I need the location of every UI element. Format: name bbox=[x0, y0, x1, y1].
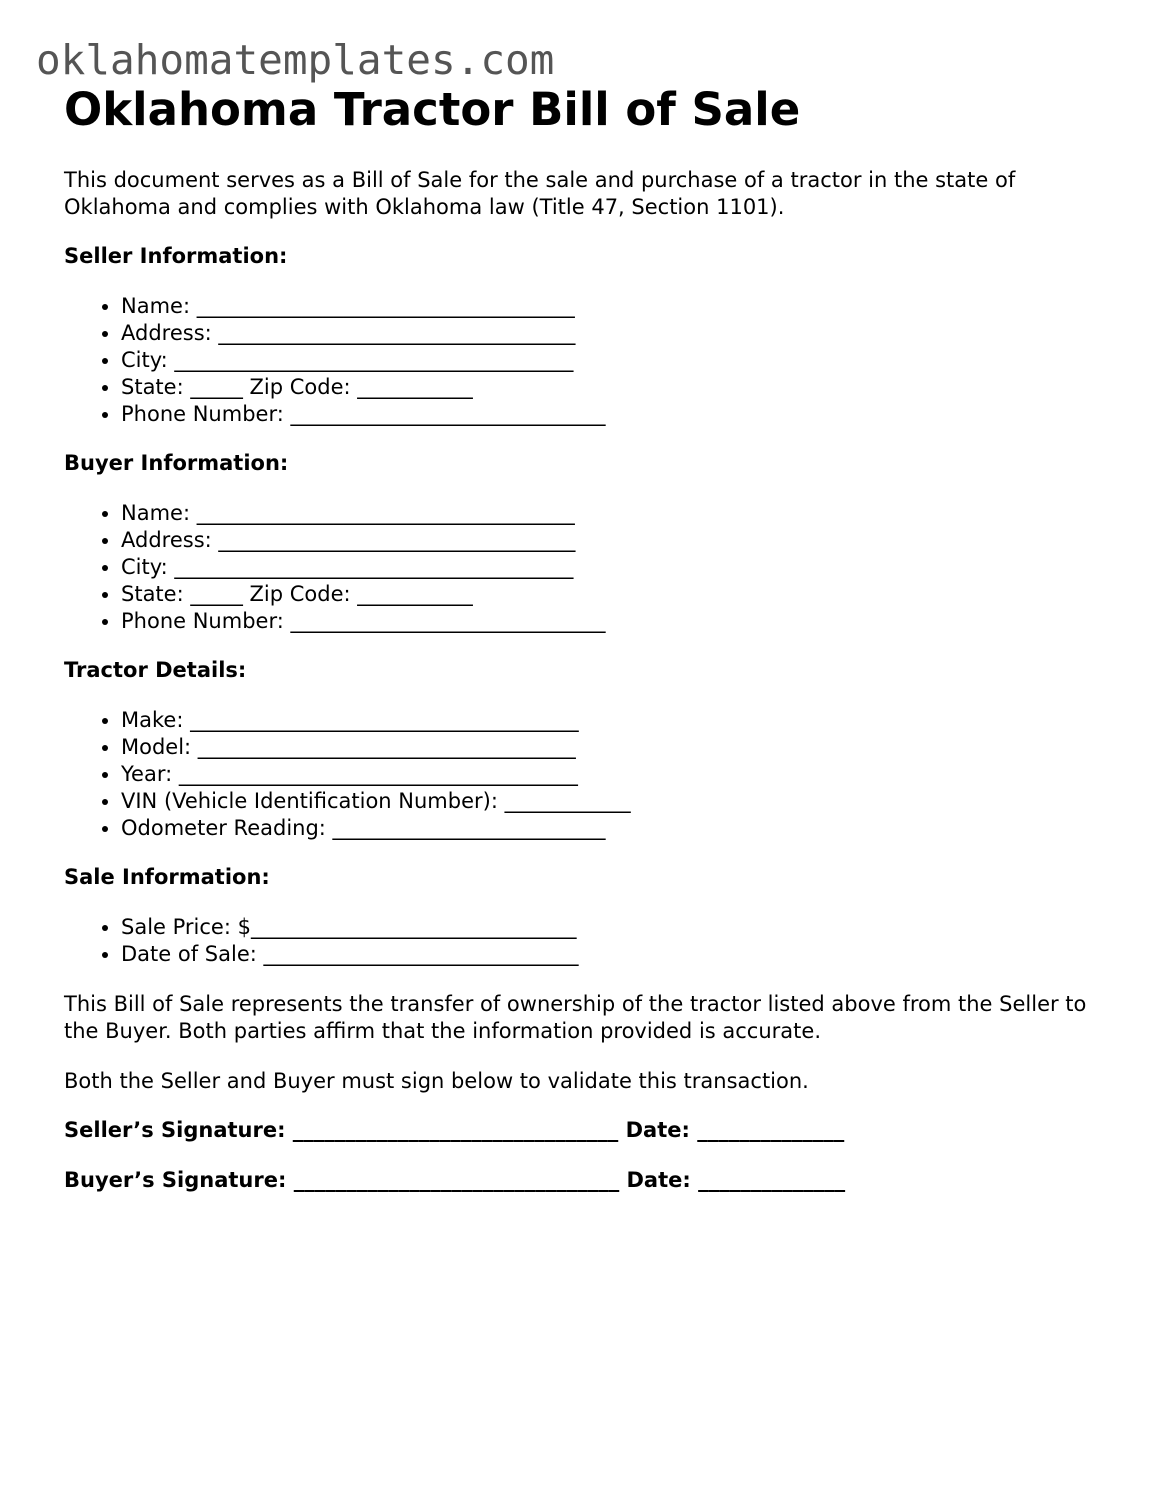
tractor-section-heading: Tractor Details: bbox=[64, 658, 247, 682]
buyer-address-field: • Address: __________________________________ bbox=[121, 527, 1104, 554]
seller-city-field: • City: ______________________________________ bbox=[121, 347, 1104, 374]
seller-signature-line: Seller’s Signature: _______________________________ Date: ______________ bbox=[64, 1118, 845, 1142]
intro-paragraph: This document serves as a Bill of Sale for the sale and purchase of a tractor in the state of Oklahoma and complies with Oklahoma law (Title 47, Section 1101). bbox=[64, 168, 1016, 219]
seller-state-zip-field: • State: _____ Zip Code: ___________ bbox=[121, 374, 1104, 401]
sale-section-heading: Sale Information: bbox=[64, 865, 270, 889]
seller-name-field: • Name: ____________________________________ bbox=[121, 293, 1104, 320]
signing-instruction: Both the Seller and Buyer must sign below to validate this transaction. bbox=[64, 1069, 809, 1093]
tractor-vin-field: • VIN (Vehicle Identification Number): ____________ bbox=[121, 788, 1104, 815]
tractor-make-field: • Make: _____________________________________ bbox=[121, 707, 1104, 734]
tractor-model-field: • Model: ____________________________________ bbox=[121, 734, 1104, 761]
document-body bbox=[64, 82, 1104, 1194]
tractor-odometer-field: • Odometer Reading: __________________________ bbox=[121, 815, 1104, 842]
site-watermark: oklahomatemplates.com bbox=[36, 36, 555, 84]
sale-price-field: • Sale Price: $_______________________________ bbox=[121, 914, 1104, 941]
seller-phone-field: • Phone Number: ______________________________ bbox=[121, 401, 1104, 428]
buyer-state-zip-field: • State: _____ Zip Code: ___________ bbox=[121, 581, 1104, 608]
seller-field-list bbox=[64, 293, 1104, 428]
buyer-name-field: • Name: ____________________________________ bbox=[121, 500, 1104, 527]
sale-date-field: • Date of Sale: ______________________________ bbox=[121, 941, 1104, 968]
buyer-signature-line: Buyer’s Signature: _______________________________ Date: ______________ bbox=[64, 1168, 846, 1192]
sale-field-list bbox=[64, 914, 1104, 968]
transfer-statement: This Bill of Sale represents the transfer of ownership of the tractor listed above from the Seller to the Buyer. Both parties affirm that the information provided is accurate. bbox=[64, 992, 1087, 1043]
seller-address-field: • Address: __________________________________ bbox=[121, 320, 1104, 347]
tractor-year-field: • Year: ______________________________________ bbox=[121, 761, 1104, 788]
buyer-city-field: • City: ______________________________________ bbox=[121, 554, 1104, 581]
buyer-field-list bbox=[64, 500, 1104, 635]
seller-section-heading: Seller Information: bbox=[64, 244, 288, 268]
buyer-phone-field: • Phone Number: ______________________________ bbox=[121, 608, 1104, 635]
tractor-field-list bbox=[64, 707, 1104, 842]
document-title: Oklahoma Tractor Bill of Sale bbox=[64, 83, 801, 136]
buyer-section-heading: Buyer Information: bbox=[64, 451, 289, 475]
